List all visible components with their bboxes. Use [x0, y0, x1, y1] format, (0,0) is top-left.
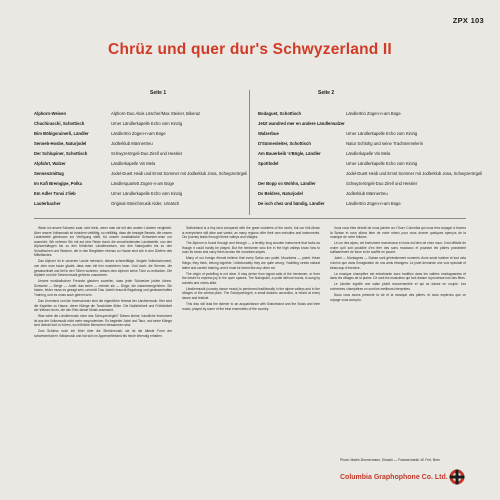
notes-paragraph: The origin of yodelling is not clear. It may derive from signal calls of the herdsmen, or from the desire to express joy in the open spaces. The Naturjodel, a yodel without words, is sung by soloists and choirs alike.	[182, 271, 320, 285]
track-title: Ds Beldres, Naturjodel	[258, 191, 303, 196]
notes-paragraph: Das Alphorn ist in unserem Lande heimisch, dieses schwerfällige, längste Volksinstrument, von dem man kaum glaubt, dass man mit ihm musizieren kann. Und doch: die Sennen, die gewissenhaft und tief in den Tälern wohnten, wissen dem Alphorn seine Töne zu entlocken. Die Alpfahrt und die Sennenmusik gehören zusammen.	[34, 259, 172, 278]
notes-paragraph: The Alphorn is found through and through — a terribly long wooden instrument that looks as though it could hardly be played. But the herdsmen who live in the high valleys know how to coax its tones and carry them across the mountain slopes.	[182, 241, 320, 255]
track-row	[34, 190, 244, 198]
track-row	[258, 180, 466, 188]
photo-credit: Photo: Martin Zimmermann, Sirnach — Fotomechanik: W. Frei, Bern	[340, 458, 440, 462]
track-performer: Ländlerquartett Zogen-n-am Boge	[111, 181, 175, 186]
columbia-logo-icon	[449, 469, 465, 485]
track-title: D'Sünnenleiter, Schottisch	[258, 141, 311, 146]
track-performer: Jodlerklub Männertreu	[346, 191, 388, 196]
track-title: Senneb-Hosbe, Naturjodel	[34, 141, 87, 146]
track-row	[34, 200, 244, 208]
track-performer: Jodel-Duett Heidi und Ernst Sommer mit Jodlerklub Jona, Schwyzerörgeli	[111, 171, 248, 176]
liner-notes-french	[330, 226, 466, 452]
notes-paragraph: Many of our foreign friends believe that every Swiss can yodel. Mountains — yodel: these things, they think, belong together. Unfortunately they are quite wrong. Yodelling needs natural talent and careful training, and it must be learnt like any other art.	[182, 256, 320, 270]
track-title: Bim Böbigsrainerli, Ländler	[34, 131, 89, 136]
track-performer: Jodel-Duett Heidi und Ernst Sommer mit Jodlerklub Jona, Schwyzerörgeli	[346, 171, 483, 176]
track-performer: Natur Schlühg und seine Trachtenmelerin	[346, 141, 424, 146]
notes-paragraph: Jodel — Montagnes — Suisse sont généralement nommés d'une seule haleine et tout cela n'arrive que dans l'imagination de nos amis étrangers. Le jodel demande une voix spéciale et beaucoup d'exercice.	[330, 256, 466, 270]
track-row	[258, 190, 466, 198]
track-performer: Ländlertrio Zogen-n-am Boge	[111, 131, 166, 136]
track-performer: Ländlerkapelle Vis Mela	[346, 151, 391, 156]
track-row	[258, 140, 466, 148]
side-2-label: Seite 2	[318, 90, 335, 96]
track-row	[258, 150, 466, 158]
notes-paragraph: This disc will lead the listener to an acquaintance with Switzerland and the Swiss and their music, played by some of the best ensembles of the country.	[182, 302, 320, 311]
catalog-number: ZPX 103	[452, 16, 484, 25]
notes-paragraph: Ländlermusik (country dance music) is performed traditionally in the alpine valleys and in the villages of the central plain. The Schwyzerörgeli, a small diatonic accordion, is heard at every dance and festival.	[182, 286, 320, 301]
side-1-label: Seite 1	[150, 90, 167, 96]
notes-paragraph: Zum Schluss noch ein Wort über die Streichmusik: sie ist die älteste Form der schweizerischen Volksmusik und hat sich im Appenzellerland bis heute lebendig erhalten.	[34, 329, 172, 338]
track-performer: Ländlerkapelle Vis Mela	[111, 161, 156, 166]
track-performer: Urner Ländlerkapelle Echo vom Kinzig	[111, 121, 183, 126]
track-performer: Schwyzerörgeli-Duo Zirell und Hessler	[346, 181, 418, 186]
track-title: Alpfahrt, Walzer	[34, 161, 66, 166]
track-title: Em Adler Tonsi z'lieb	[34, 191, 76, 196]
notes-paragraph: Switzerland is a tiny land compared with the great countries of the world, but our folk-Music is everywhere still alive and varied, as many regions offer their own melodies and instruments. Our journey leads through these valleys and villages.	[182, 226, 320, 240]
track-performer: Schwyzerörgeli-Duo Zirell und Hessler	[111, 151, 183, 156]
track-title: Jetzt wandred mer en andere Ländlerwalzer	[258, 121, 345, 126]
notes-paragraph: Le Ländler signifie une valse plutôt mouvementée et qui se danse en couple. Les orchestres champêtres en sont les meilleurs interprètes.	[330, 282, 466, 291]
track-row	[258, 200, 466, 208]
track-row	[34, 160, 244, 168]
track-row	[34, 170, 248, 178]
notes-paragraph: La musique champêtre est entraînante avec tradition dans les vallées montagnardes et dans les villages de la plaine. Ce sont les musiciens qui font danser la jeunesse lors des fêtes.	[330, 271, 466, 281]
notes-paragraph: Unsere musikalischen Freunde glauben zuweilen, dass jeder Schweizer jodeln könne. Schwerer — Berge — Jodel: das seien — meinen sie — Dinge, die zusammengehören. Sie haben, leider muss es gesagt sein, unrecht! Das Jodeln braucht Begabung und gewissenhaftes Training, und es muss auch gelernt sein.	[34, 279, 172, 297]
track-performer: Ländlertrio Zogen-n-am Boge	[346, 111, 401, 116]
track-title: Am Bauerkeib 's'Bögle, Ländler	[258, 151, 321, 156]
track-title: Alphorn-Weisen	[34, 111, 67, 116]
track-row	[258, 110, 466, 118]
track-performer: Urner Ländlerkapelle Echo vom Kinzig	[346, 131, 418, 136]
record-label-name: Columbia Graphophone Co. Ltd.	[340, 474, 448, 481]
track-title: Der Bopp vo Wohhn, Ländler	[258, 181, 316, 186]
track-row	[258, 170, 483, 178]
liner-notes-german	[34, 226, 172, 340]
track-row	[34, 180, 244, 188]
track-title: Im Kafi Bremgipe, Polka	[34, 181, 82, 186]
track-performer: Ländlertrio Zogen-n-am Boge	[346, 201, 401, 206]
notes-paragraph: Das Urnerland und die Innerschweiz sind die eigentliche Heimat der Ländlermusik. Hier sind die Kapellen zu Hause, deren Klänge die Tanzböden füllen. Die Natürlichkeit und Fröhlichkeit der Weisen ist es, die den Reiz dieser Musik ausmacht.	[34, 298, 172, 313]
notes-paragraph: Le cor des alpes, cet instrument monstrueux en bois est bien de chez nous. Il est difficile de croire qu'il soit possible d'en tirer des sons musicaux et pourtant les pâtres possèdent suffisamment de force et de souffle en jouant.	[330, 241, 466, 255]
track-title: Walzerbue	[258, 131, 279, 136]
track-row	[258, 130, 466, 138]
track-row	[34, 140, 244, 148]
track-title: Lauterbacher	[34, 201, 61, 206]
track-row	[34, 130, 244, 138]
track-row	[258, 160, 466, 168]
album-title: Chrüz und quer dur's Schwyzerland II	[108, 41, 392, 58]
track-performer: Urner Ländlerkapelle Echo vom Kinzig	[346, 161, 418, 166]
track-row	[34, 110, 244, 118]
track-title: Sennenzmittag	[34, 171, 64, 176]
track-title: Spottlodel	[258, 161, 279, 166]
notes-paragraph: Vous vous êtes décidé de nous joindre au «Tour» Colombia qui vous fera voyager à travers la Suisse et vous allons faire de notre mieux pour vous donner quelques aperçus de la musique de notre folklore.	[330, 226, 466, 240]
track-row	[258, 120, 466, 128]
notes-paragraph: Was wäre die Ländlermusik ohne das Schwyzerörgeli? Dieses kleine, handliche Instrument ist aus der Volksmusik nicht mehr wegzudenken. Es begleitet Jodel und Tanz, und seine Klänge sind überall dort zu hören, wo fröhliche Menschen beisammen sind.	[34, 314, 172, 328]
track-performer: Alphorn-Duo Alois Löscher/Max Steiner, Bikeraz	[111, 111, 201, 116]
notes-paragraph: Wann ist unsere Schweiz zwar, sehr klein, wenn man sie mit den andern Ländern vergleicht. Aber unsere Volksmusik ist trotzdem vielfältig, so vielfältig, dass die besagte Beweis, die unsere Landesteile gleichsam zur Verfügung stellt, für unsere musikalische Schweizer-reise nur ausreicht. Wir nehmen Sie mit auf eine Reise durch die verschiedensten Landesteile, von den Alphornklängen bis zu den fröhlichen Ländlerweisen, von den Naturjodeln bis zu den Schottischen und Walzern, die in den Bergtälern ebenso zu Hause sind wie in den Dörfern des Mittellandes.	[34, 226, 172, 258]
column-divider	[249, 90, 250, 215]
track-row	[34, 150, 244, 158]
track-title: De isch chez und bändig, Ländler	[258, 201, 325, 206]
track-performer: Jodlerklub Männertreu	[111, 141, 153, 146]
track-row	[34, 120, 244, 128]
section-divider	[34, 218, 466, 219]
track-title: Der Schlupiner, Schottisch	[34, 151, 88, 156]
notes-paragraph: Nous vous avons présenté la vie et la musique des pâtres, et nous espérons que ce voyage vous aura plu.	[330, 293, 466, 302]
track-title: Chuchiraschi, Schottisch	[34, 121, 85, 126]
track-performer: Urner Ländlerkapelle Echo vom Kinzig	[111, 191, 183, 196]
track-performer: Original-Streichmusik Alder, Urnäsch	[111, 201, 180, 206]
liner-notes-english	[182, 226, 320, 313]
track-title: Bodaguet, Schottisch	[258, 111, 302, 116]
